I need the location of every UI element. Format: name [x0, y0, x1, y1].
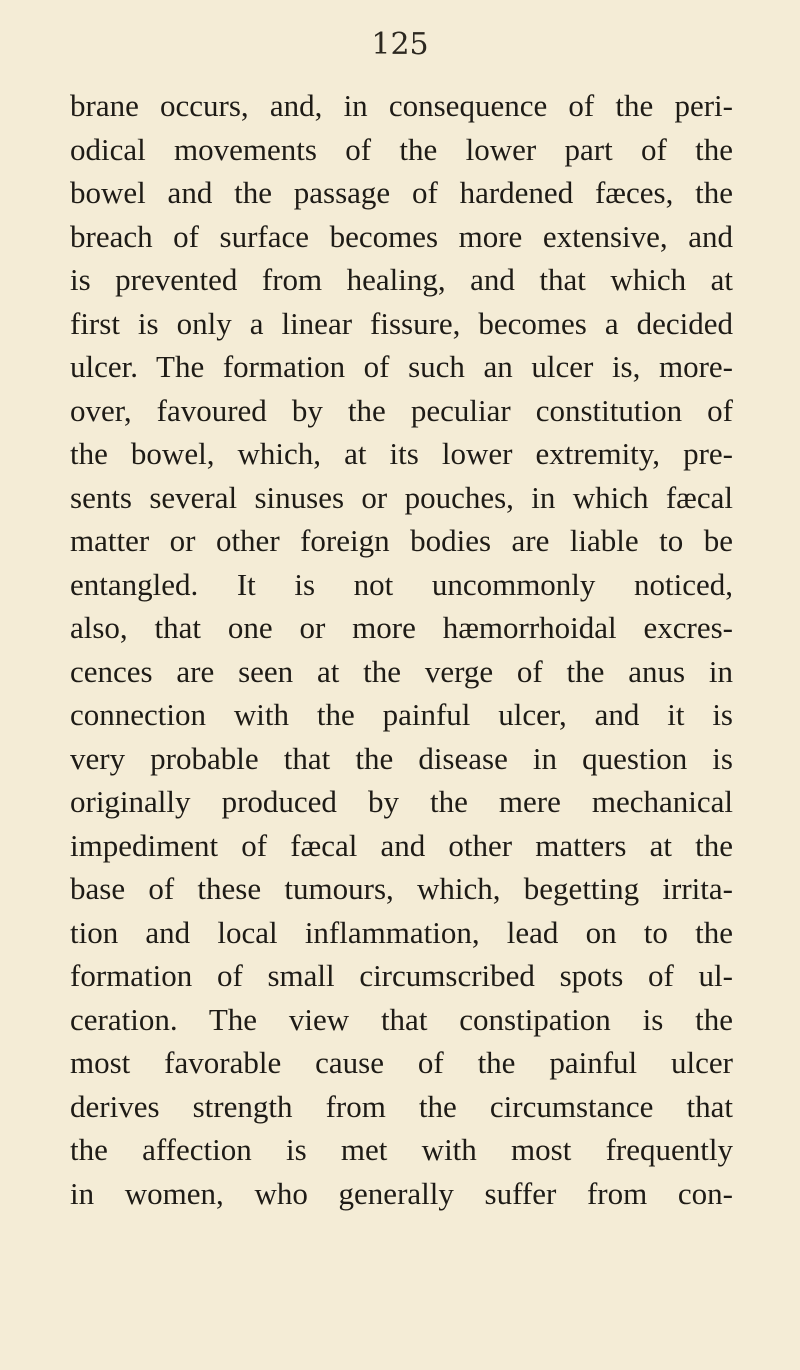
text-line: connection with the painful ulcer, and it is [70, 697, 733, 732]
body-text [70, 84, 733, 1215]
text-line: sents several sinuses or pouches, in which fæcal [70, 479, 733, 515]
text-line: cences are seen at the verge of the anus in [70, 653, 733, 689]
text-line: ulcer. The formation of such an ulcer is, more- [70, 349, 733, 384]
text-line: very probable that the disease in question is [70, 740, 733, 776]
text-line: formation of small circumscribed spots of ul- [70, 958, 733, 993]
text-line: tion and local inflammation, lead on to the [70, 914, 733, 950]
text-line: entangled. It is not uncommonly noticed, [70, 566, 733, 602]
text-line: first is only a linear fissure, becomes a decided [70, 305, 733, 341]
text-line: derives strength from the circumstance that [70, 1088, 733, 1124]
text-line: impediment of fæcal and other matters at the [70, 827, 733, 863]
text-line: is prevented from healing, and that which at [70, 262, 733, 297]
text-line: ceration. The view that constipation is the [70, 1001, 733, 1037]
text-line: in women, who generally suffer from con- [70, 1175, 733, 1211]
text-line: matter or other foreign bodies are liable to be [70, 523, 733, 558]
text-line: bowel and the passage of hardened fæces, the [70, 175, 733, 210]
text-line: also, that one or more hæmorrhoidal excres- [70, 610, 733, 645]
text-line: odical movements of the lower part of the [70, 131, 733, 167]
text-line: breach of surface becomes more extensive, and [70, 218, 733, 254]
text-line: the bowel, which, at its lower extremity, pre- [70, 436, 733, 471]
text-line: brane occurs, and, in consequence of the peri- [70, 88, 733, 123]
text-line: the affection is met with most frequently [70, 1132, 733, 1167]
page-number: 125 [371, 27, 429, 62]
text-line: originally produced by the mere mechanical [70, 784, 733, 819]
text-line: over, favoured by the peculiar constitution of [70, 392, 733, 428]
text-line: base of these tumours, which, begetting irrita- [70, 871, 733, 906]
text-line: most favorable cause of the painful ulcer [70, 1045, 733, 1080]
